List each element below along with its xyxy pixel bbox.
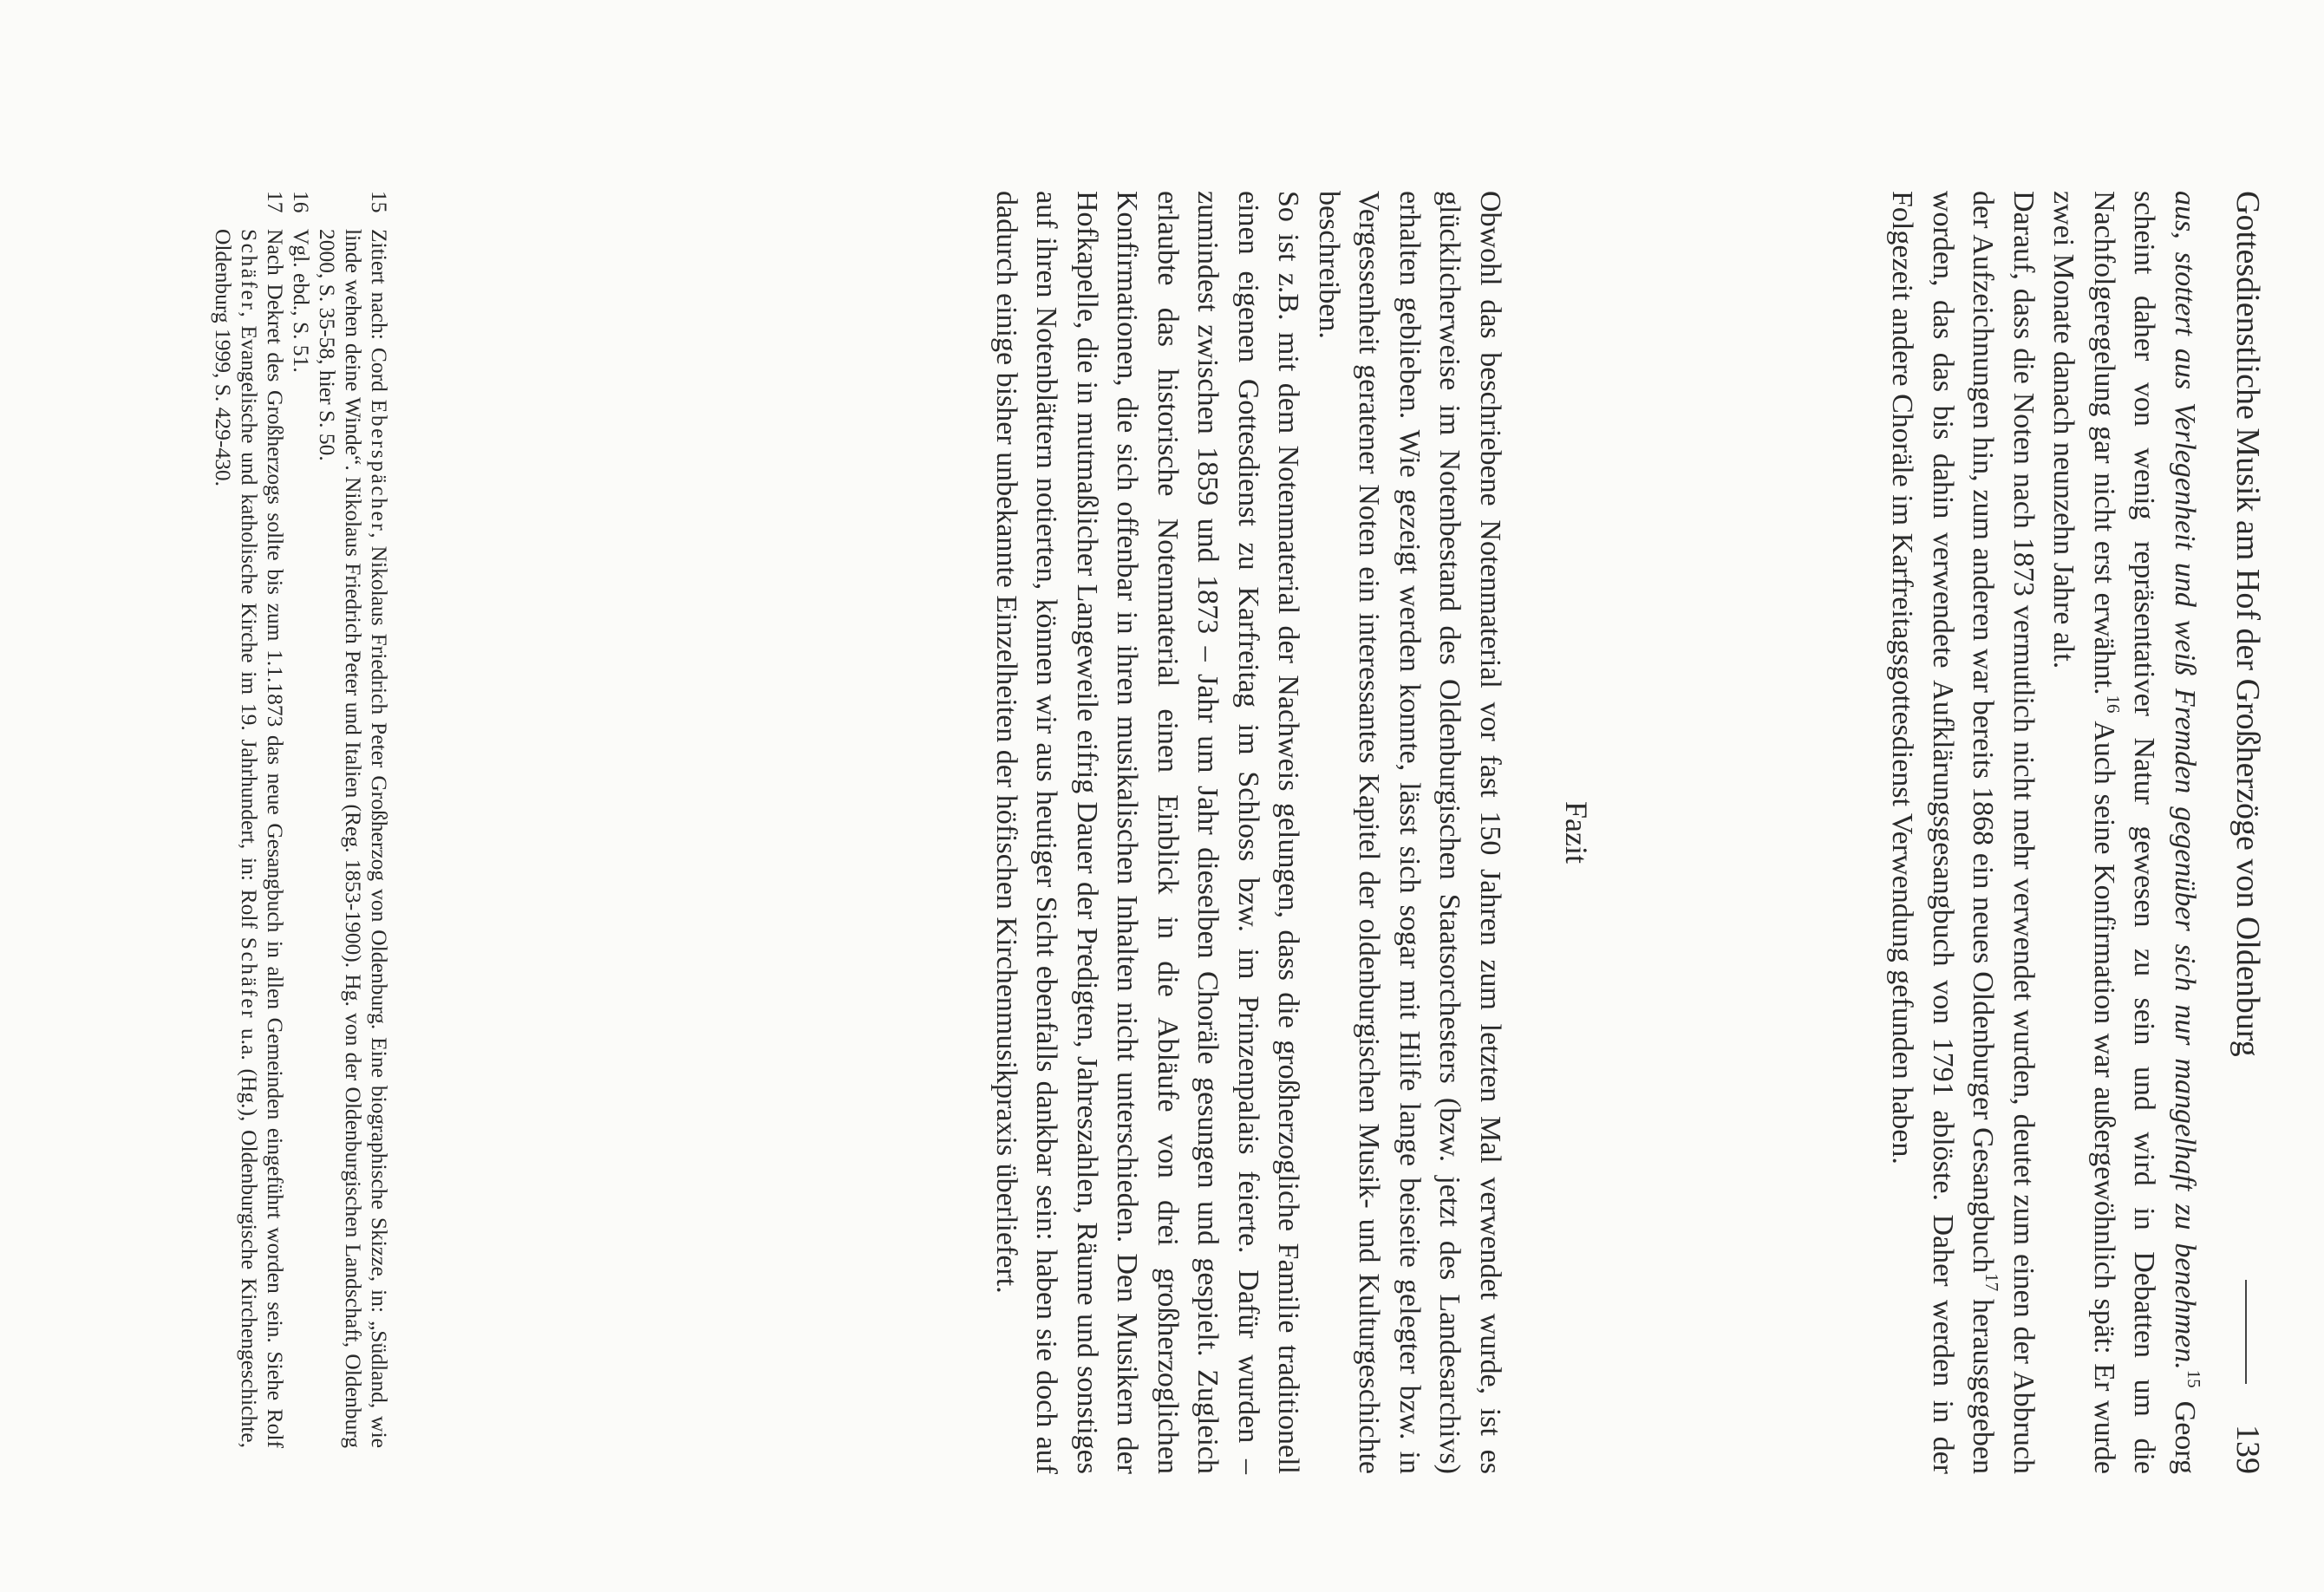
header-rule [2245, 1280, 2247, 1384]
footnote-text: Vgl. ebd., S. 51. [289, 229, 314, 373]
footnote-15-pre: Zitiert nach: Cord [367, 229, 392, 400]
footnote-17-mid: , Evangelische und katholische Kirche im 19. Jahrhundert, in: Rolf [237, 311, 262, 937]
footnote-15-author: Eberspächer [367, 399, 392, 533]
footnote-17 [210, 191, 288, 1448]
footnote-16 [288, 191, 314, 1448]
section-heading-fazit: Fazit [1559, 801, 1594, 864]
running-header [2222, 191, 2274, 1474]
footnote-ref-17: 17 [1981, 1273, 2003, 1292]
footnote-number: 17 [263, 191, 288, 213]
footnote-15-post: , Nikolaus Friedrich Peter Großherzog von Oldenburg. Eine biographische Skizze, in: „Südland, wie linde wehen deine Winde“. Nikolaus Friedrich Peter und Italien (Reg. 1853-1900). Hg. von der Oldenburgischen Landschaft, Oldenburg 2000, S. 35-58, hier S. 50. [315, 229, 392, 1448]
paragraph-2-text-a: Darauf, dass die Noten nach 1873 vermutlich nicht mehr verwendet wurden, deutet zum einen der Abbruch der Aufzeichnungen hin, zum anderen war bereits 1868 ein neues Oldenburger Gesangbuch [1967, 191, 2040, 1474]
paragraph-1 [2043, 191, 2204, 1474]
paragraph-2 [1882, 191, 2043, 1474]
footnote-text [314, 229, 392, 1448]
paragraph-2-text-b: herausgegeben worden, das das bis dahin verwendete Aufklärungsgesangbuch von 1791 ablöste. Daher werden in der Folgezeit andere Choräle im Karfreitagsgottesdienst Verwendung gefunden haben. [1886, 191, 2000, 1474]
footnote-number: 16 [289, 191, 314, 213]
footnote-15 [314, 191, 392, 1448]
page-number: 139 [2229, 1425, 2266, 1474]
fazit-paragraph-1: Obwohl das beschriebene Notenmaterial vor fast 150 Jahren zum letzten Mal verwendet wurde, ist es glücklicherweise im Notenbestand des Oldenburgischen Staatsorchesters (bzw. jetzt des Landesarchivs) erhalten geblieben. Wie gezeigt werden konnte, lässt sich sogar mit Hilfe lange beiseite gelegter bzw. in Vergessenheit geratener Noten ein interessantes Kapitel der oldenburgischen Musik- und Kulturgeschichte beschreiben. [1313, 191, 1506, 1474]
footnote-17-post: u.a. (Hg.), Oldenburgische Kirchengeschichte, Oldenburg 1999, S. 429-430. [211, 229, 262, 1448]
footnote-number: 15 [367, 191, 392, 213]
footnotes [210, 191, 392, 1448]
footnote-17-author-1: Schäfer [237, 229, 262, 312]
footnote-text [210, 229, 288, 1448]
paragraph-1-text-a: Georg scheint daher von wenig repräsentativer Natur gewesen zu sein und wird in Debatten um die Nachfolgeregelung gar nicht erst erwähnt. [2088, 191, 2201, 1475]
header-title: Gottesdienstliche Musik am Hof der Großherzöge von Oldenburg [2229, 191, 2266, 1057]
footnote-17-author-2: Schäfer [237, 936, 262, 1021]
footnote-17-pre: Nach Dekret des Großherzogs sollte bis zum 1.1.1873 das neue Gesangbuch in allen Gemeinden eingeführt worden sein. Siehe Rolf [263, 229, 288, 1448]
fazit-paragraph-2: So ist z.B. mit dem Notenmaterial der Nachweis gelungen, dass die großherzogliche Familie traditionell einen eigenen Gottesdienst zu Karfreitag im Schloss bzw. im Prinzenpalais feierte. Dafür wurden – zumindest zwischen 1859 und 1873 – Jahr um Jahr dieselben Choräle gesungen und gespielt. Zugleich erlaubte das historische Notenmaterial einen Einblick in die Abläufe von drei großherzoglichen Konfirmationen, die sich offenbar in ihren musikalischen Inhalten nicht unterschieden. Den Musikern der Hofkapelle, die in mutmaßlicher Langeweile eifrig Dauer der Predigten, Jahreszahlen, Räume und sonstiges auf ihren Notenblättern notierten, können wir aus heutiger Sicht ebenfalls dankbar sein: haben sie doch auf dadurch einige bisher unbekannte Einzelheiten der höfischen Kirchenmusikpraxis überliefert. [990, 191, 1305, 1474]
body-text-top [1882, 191, 2204, 1474]
italic-quote: aus, stottert aus Verlegenheit und weiß Fremden gegenüber sich nur mangelhaft zu benehmen. [2169, 191, 2201, 1370]
paragraph-1-text-b: Auch seine Konfirmation war außergewöhnlich spät: Er wurde zwei Monate danach neunzehn Jahre alt. [2047, 191, 2120, 1474]
body-text-fazit [986, 191, 1511, 1474]
footnote-ref-16: 16 [2103, 695, 2124, 714]
footnote-ref-15: 15 [2184, 1369, 2204, 1388]
